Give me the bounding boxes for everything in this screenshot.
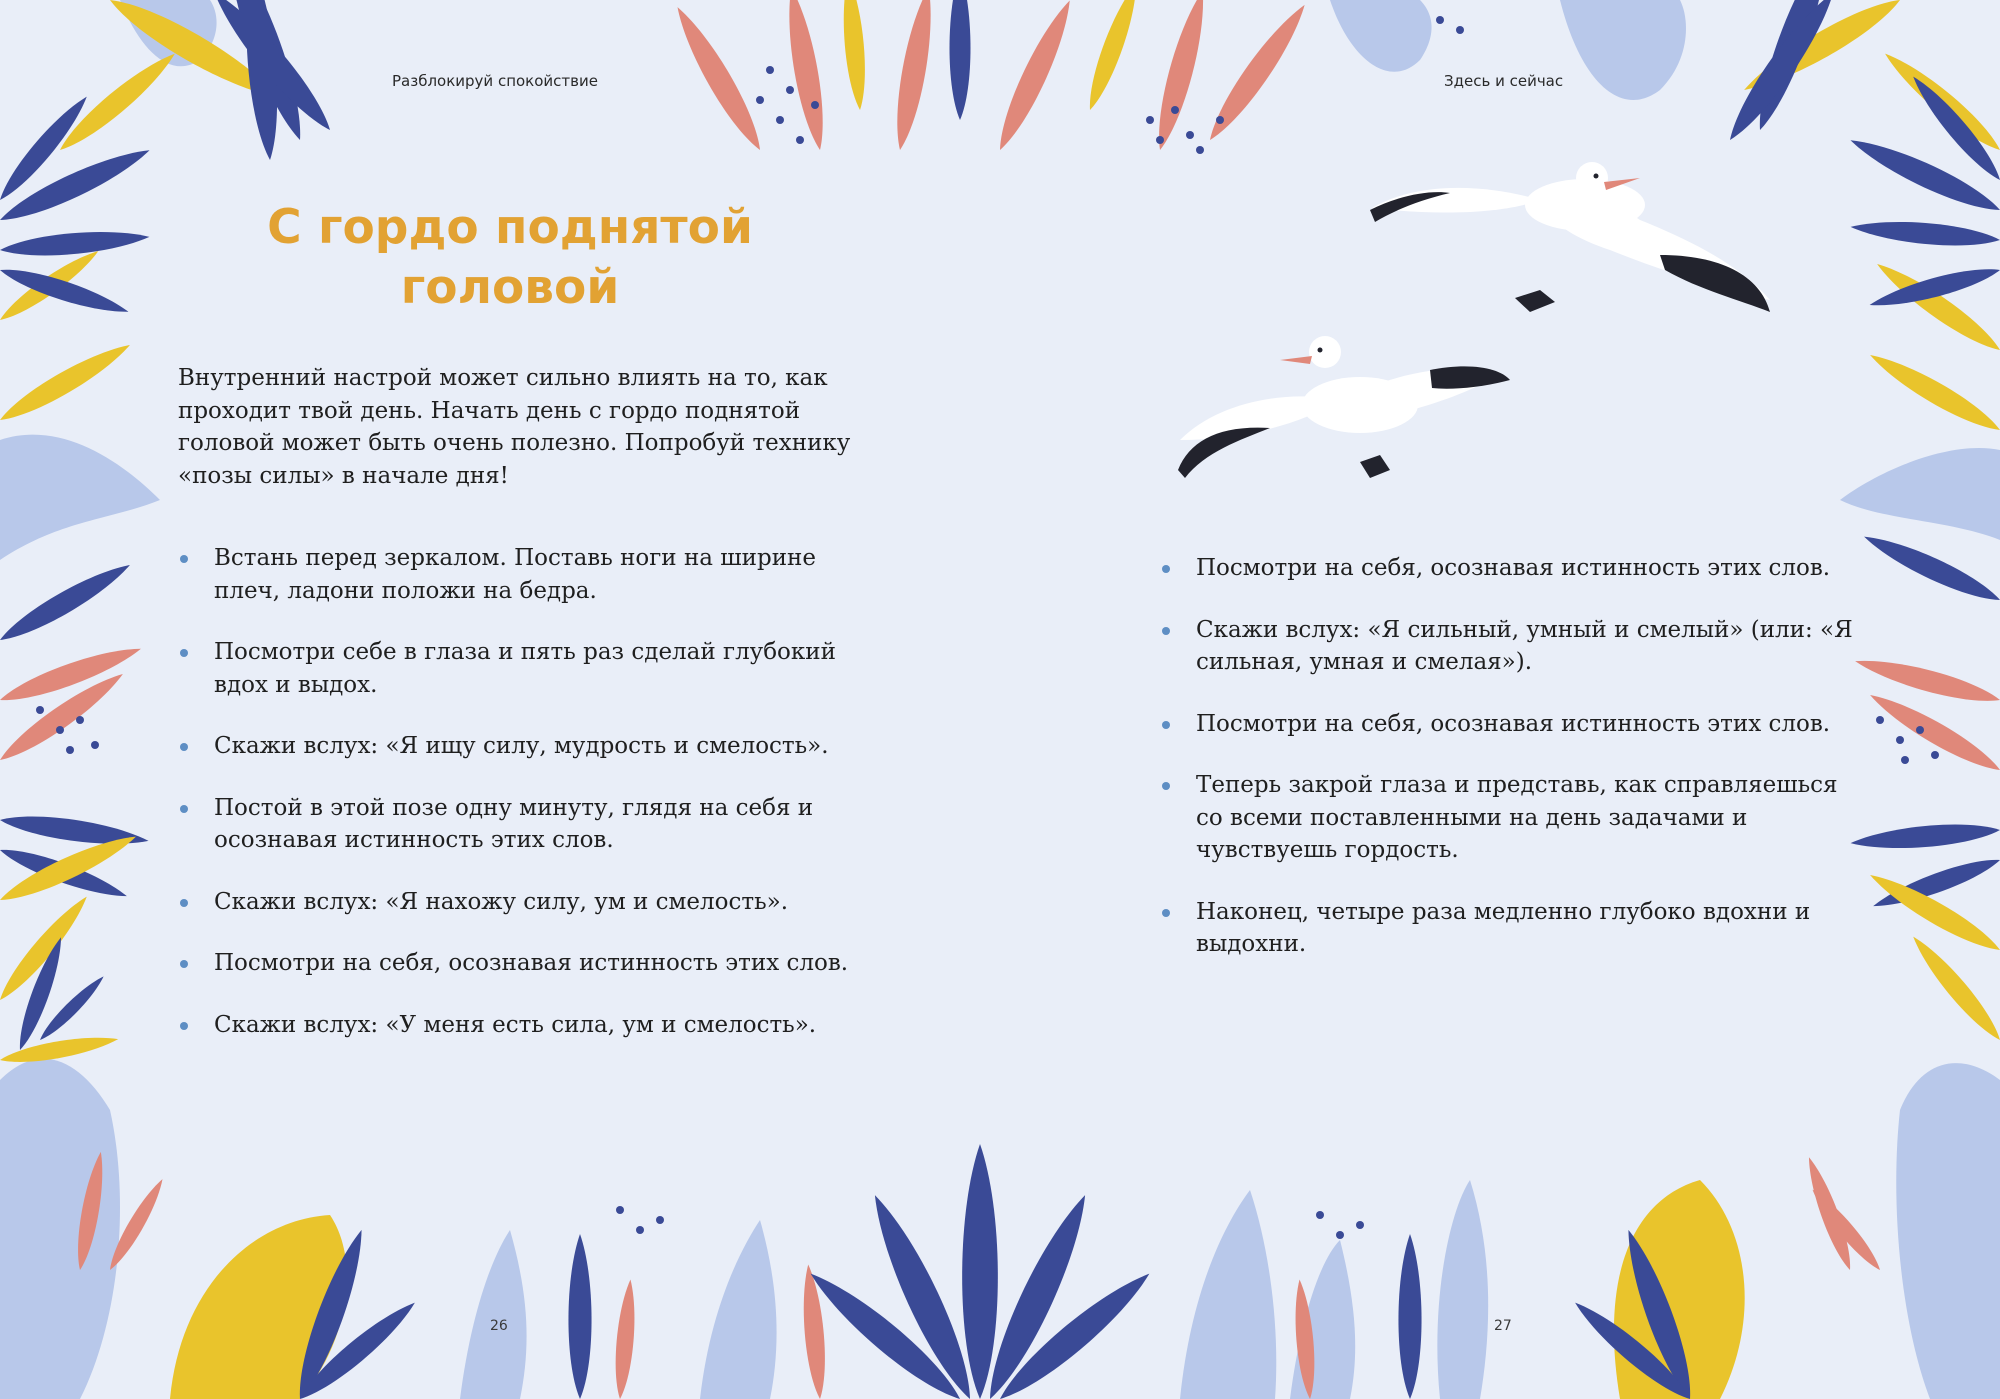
left-page-number: 26	[490, 1318, 508, 1334]
list-item: Скажи вслух: «У меня есть сила, ум и смелость».	[178, 1009, 858, 1042]
intro-paragraph: Внутренний настрой может сильно влиять на то, как проходит твой день. Начать день с гордо поднятой головой может быть очень полезно. Попробуй технику «позы силы» в начале дня!	[178, 365, 851, 489]
list-item: Посмотри на себя, осознавая истинность этих слов.	[178, 947, 858, 980]
page-title-line-2: головой	[400, 260, 620, 315]
list-item: Посмотри на себя, осознавая истинность этих слов.	[1160, 552, 1860, 585]
page-title	[225, 198, 795, 318]
page-title-line-1: С гордо поднятой	[267, 200, 753, 255]
list-item: Скажи вслух: «Я ищу силу, мудрость и смелость».	[178, 730, 858, 763]
right-page-number: 27	[1494, 1318, 1512, 1334]
list-item: Наконец, четыре раза медленно глубоко вдохни и выдохни.	[1160, 896, 1860, 961]
seagull-upper-illustration	[1370, 162, 1770, 312]
list-item: Встань перед зеркалом. Поставь ноги на ширине плеч, ладони положи на бедра.	[178, 542, 858, 607]
list-item: Посмотри на себя, осознавая истинность этих слов.	[1160, 708, 1860, 741]
list-item: Постой в этой позе одну минуту, глядя на себя и осознавая истинность этих слов.	[178, 792, 858, 857]
list-item: Теперь закрой глаза и представь, как справляешься со всеми поставленными на день задачами и чувствуешь гордость.	[1160, 769, 1860, 867]
list-item: Скажи вслух: «Я сильный, умный и смелый» (или: «Я сильная, умная и смелая»).	[1160, 614, 1860, 679]
left-running-title: Разблокируй спокойствие	[392, 72, 598, 90]
list-item: Скажи вслух: «Я нахожу силу, ум и смелость».	[178, 886, 858, 919]
right-steps-list	[1160, 552, 1860, 990]
list-item: Посмотри себе в глаза и пять раз сделай глубокий вдох и выдох.	[178, 636, 858, 701]
seagull-lower-illustration	[1178, 336, 1510, 478]
right-running-title: Здесь и сейчас	[1444, 72, 1564, 90]
left-steps-list	[178, 542, 858, 1070]
